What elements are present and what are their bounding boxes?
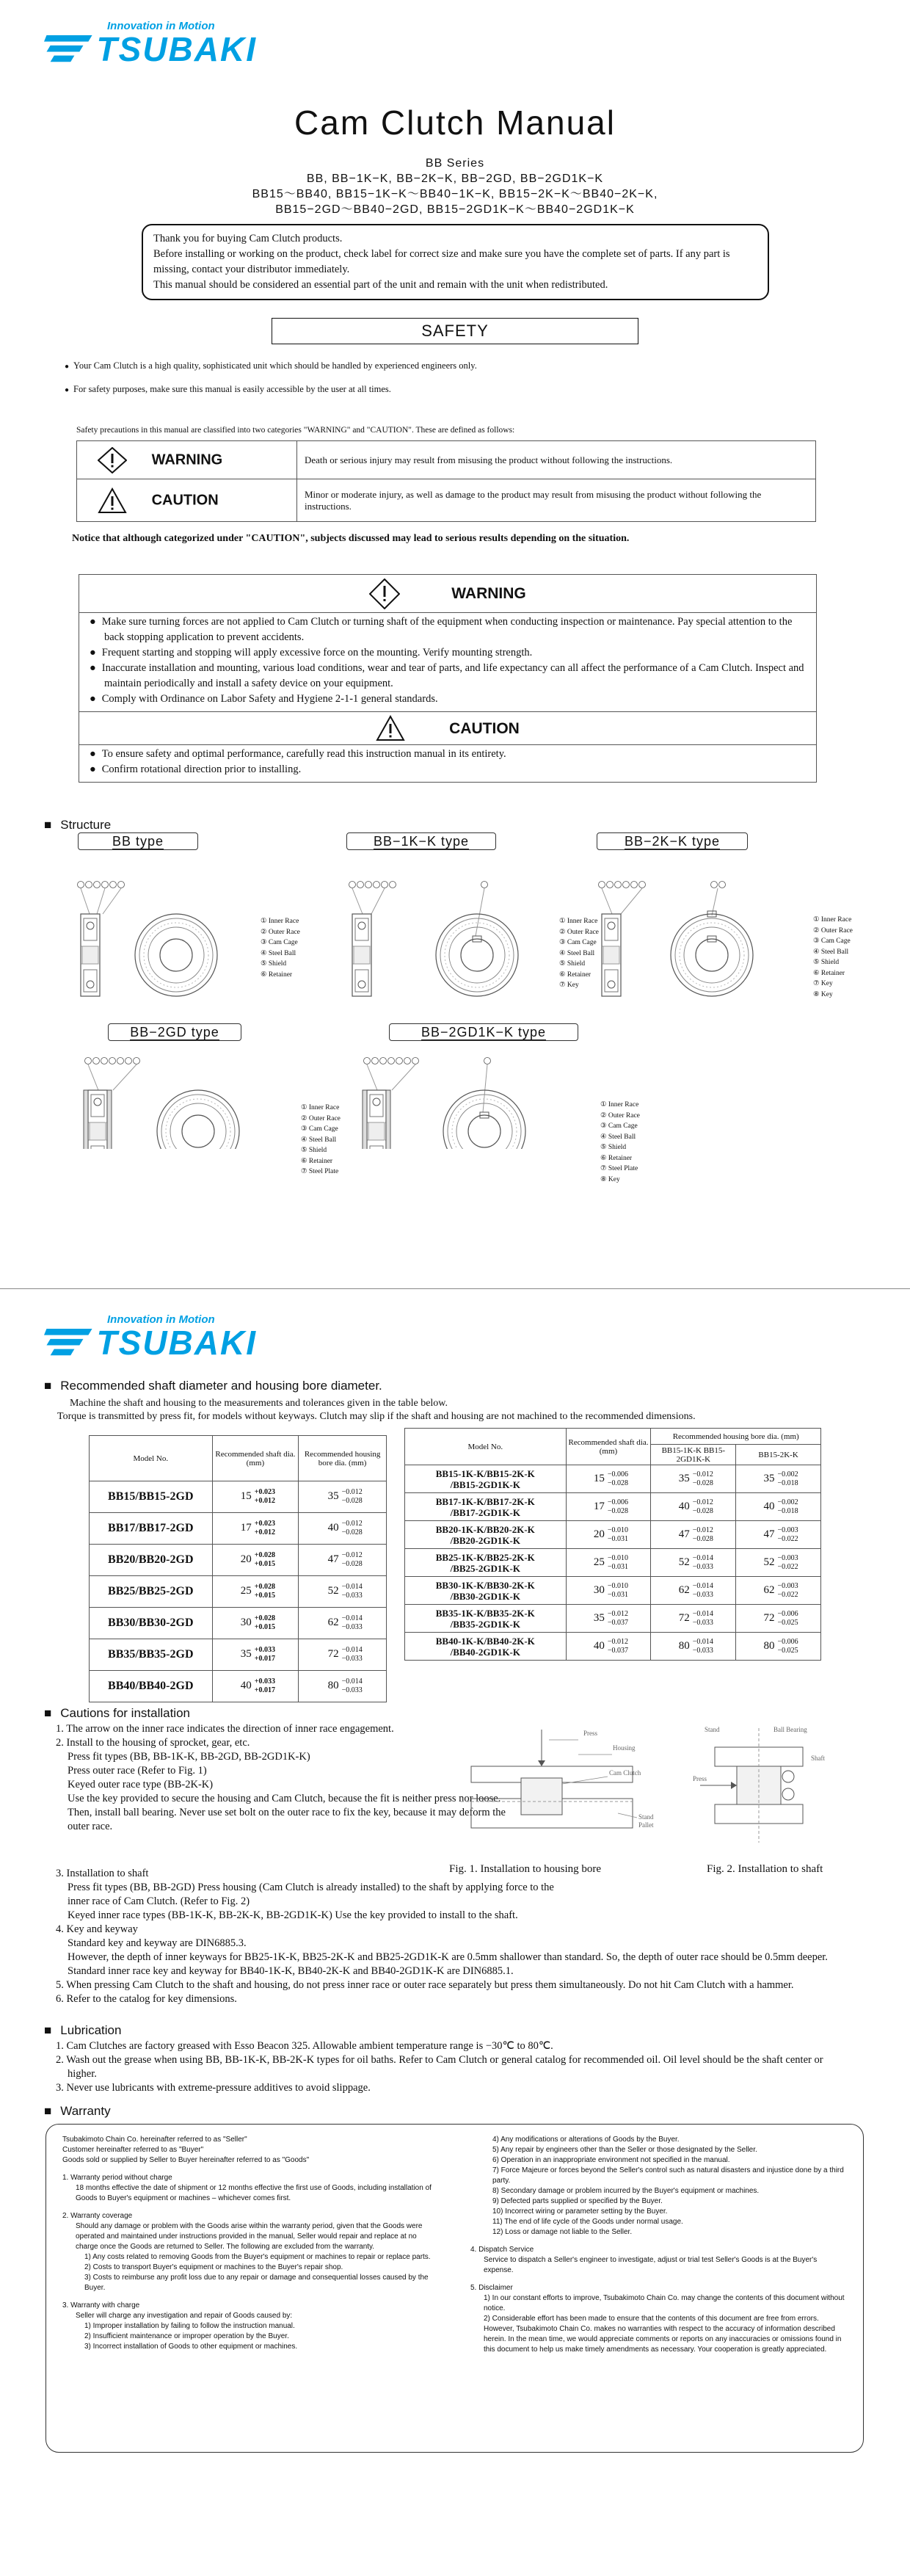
install-list: 1. The arrow on the inner race indicates the direction of inner race engagement. 2. Install to the housing of sprocket, gear, etc. Press fit types (BB, BB-1K-K, BB-2GD, BB-2GD1K-K) Press outer race (Refer to Fig. 1) Keyed outer race type (BB-2K-K) Use the key provided to secure the housing and Cam Clutch, because the fit is neither press nor loose. Then, install ball bearing. Never use set bolt on the outer race to fix the key, because it may deform the outer race.	[56, 1723, 506, 1832]
install-list: 3. Installation to shaft Press fit types (BB, BB-2GD) Press housing (Cam Clutch is already installed) to the shaft by applying force to the inner race of Cam Clutch. (Refer to Fig. 2) Keyed inner race types (BB-1K-K, BB-2K-K, BB-2GD1K-K) Use the key provided to install to the shaft. 4. Key and keyway Standard key and keyway are DIN6885.3. However, the depth of inner keyways for BB25-1K-K, BB25-2K-K and BB25-2GD1K-K are 0.5mm shallower than standard. So, the depth of outer race should be 0.5mm deeper. Standard inner race key and keyway for BB40-1K-K, BB40-2K-K and BB40-2GD1K-K are DIN6885.1. 5. When pressing Cam Clutch to the shaft and housing, do not press inner race or outer race separately but press them simultaneously. Do not hit Cam Clutch with a hammer. 6. Refer to the catalog for key dimensions.	[56, 1868, 828, 2005]
col-header: Recommended housing bore dia. (mm)	[299, 1436, 387, 1481]
lube-list: 1. Cam Clutches are factory greased with Esso Beacon 325. Allowable ambient temperature range is −30℃ to 80℃. 2. Wash out the grease when using BB, BB-1K-K, BB-2K-K types for oil baths. Refer to Cam Clutch or general catalog for recommended oil. Oil level should be the shaft center or higher. 3. Never use lubricants with extreme-pressure additives to avoid slippage.	[56, 2040, 823, 2094]
fig1-label: Cam Clutch	[609, 1769, 641, 1777]
warranty-line: Should any damage or problem with the Goods arise within the warranty period, given that the Goods were operated and maintained under instructions provided in the manual, Seller would repair and replace at no charge once the Goods are returned to Seller. The following are excluded from the warranty.	[76, 2222, 423, 2251]
manual-title: Cam Clutch Manual	[294, 104, 616, 142]
fits-intro: Torque is transmitted by press fit, for models without keyways. Clutch may slip if the shaft and housing are not machined to the recommended dimensions.	[57, 1411, 696, 1422]
table-row	[90, 1671, 387, 1702]
bore-cell: 80 −0.014 −0.033	[651, 1633, 736, 1661]
bore-cell: 62 −0.014 −0.033	[299, 1608, 387, 1639]
tsubaki-logo	[44, 21, 257, 66]
table-row	[90, 1608, 387, 1639]
brand-name: TSUBAKI	[96, 1324, 257, 1362]
table-row	[405, 1549, 821, 1577]
col-header: Model No.	[405, 1429, 567, 1465]
caution-item: ● To ensure safety and optimal performance, carefully read this instruction manual in its entirety.	[90, 747, 806, 762]
warranty-line: 2) Costs to transport Buyer's equipment or machines to the Buyer's repair shop.	[84, 2263, 343, 2271]
table-row	[90, 1481, 387, 1513]
structure-type-title: BB−2GD type	[108, 1023, 241, 1041]
table-row	[90, 1545, 387, 1576]
col-header: Model No.	[90, 1436, 213, 1481]
bore-cell: 80 −0.006 −0.025	[736, 1633, 821, 1661]
table-row	[405, 1465, 821, 1493]
definition-caption: Safety precautions in this manual are classified into two categories "WARNING" and "CAUTION". These are defined as follows:	[76, 426, 515, 435]
fig1-label: Housing	[613, 1744, 636, 1752]
shaft-cell: 17 −0.006 −0.028	[566, 1493, 651, 1521]
table-row	[405, 1633, 821, 1661]
tsubaki-mark-icon	[44, 1327, 92, 1359]
bore-cell: 40 −0.002 −0.018	[736, 1493, 821, 1521]
brand-tagline: Innovation in Motion	[107, 20, 215, 32]
warranty-line: 1) In our constant efforts to improve, Tsubakimoto Chain Co. may change the contents of this document without notice.	[484, 2294, 845, 2312]
series-line: BB15−2GD～BB40−2GD, BB15−2GD1K−K～BB40−2GD1K−K	[275, 203, 635, 216]
bore-cell: 52 −0.014 −0.033	[651, 1549, 736, 1577]
install-heading: ■ Cautions for installation	[44, 1706, 190, 1721]
col-header: BB15-1K-K BB15-2GD1K-K	[651, 1445, 736, 1465]
fig2-drawing	[693, 1725, 840, 1854]
series-list	[0, 156, 910, 217]
bore-cell: 72 −0.014 −0.033	[299, 1639, 387, 1671]
warranty-line: 3) Incorrect installation of Goods to other equipment or machines.	[84, 2343, 298, 2351]
definition-table	[76, 440, 816, 522]
warning-item: ● Frequent starting and stopping will apply excessive force on the mounting. Verify mounting strength.	[90, 645, 806, 661]
warranty-line: 4. Dispatch Service	[470, 2246, 534, 2254]
table-row	[90, 1513, 387, 1545]
bore-cell: 52 −0.003 −0.022	[736, 1549, 821, 1577]
fig1-caption: Fig. 1. Installation to housing bore	[449, 1863, 602, 1875]
warranty-line: 11) The end of life cycle of the Goods under normal usage.	[492, 2218, 683, 2226]
table-row	[405, 1605, 821, 1633]
fig1-label: Press	[583, 1730, 598, 1737]
model-cell: BB15-1K-K/BB15-2K-K /BB15-2GD1K-K	[405, 1465, 567, 1493]
warranty-line: Customer hereinafter referred to as "Buyer"	[62, 2146, 204, 2154]
warranty-line: 5. Disclaimer	[470, 2284, 513, 2292]
intro-line: This manual should be considered an essential part of the unit and remain with the unit when redistributed.	[153, 279, 608, 291]
shaft-cell: 20 −0.010 −0.031	[566, 1521, 651, 1549]
table-row	[405, 1493, 821, 1521]
series-line: BB, BB−1K−K, BB−2K−K, BB−2GD, BB−2GD1K−K	[306, 173, 604, 185]
bore-cell: 47 −0.012 −0.028	[651, 1521, 736, 1549]
warranty-line: 3. Warranty with charge	[62, 2301, 140, 2310]
warranty-line: 7) Force Majeure or forces beyond the Seller's control such as natural disasters and injustice done by a third party.	[492, 2166, 844, 2185]
warranty-line: 10) Incorrect wiring or parameter setting by the Buyer.	[492, 2207, 668, 2216]
shaft-cell: 30 +0.028 +0.015	[212, 1608, 299, 1639]
intro-line: Thank you for buying Cam Clutch products.	[153, 233, 343, 244]
caution-list	[79, 745, 816, 782]
safety-heading: SAFETY	[272, 318, 638, 344]
warranty-line: 4) Any modifications or alterations of Goods by the Buyer.	[492, 2136, 680, 2144]
warning-item: ● Make sure turning forces are not applied to Cam Clutch or turning shaft of the equipment when conducting inspection or maintenance. Pay special attention to the back stopping application to prevent accidents.	[90, 614, 806, 645]
warranty-line: 8) Secondary damage or problem incurred by the Buyer's equipment or machines.	[492, 2187, 760, 2195]
shaft-cell: 15 +0.023 +0.012	[212, 1481, 299, 1513]
table-row	[405, 1521, 821, 1549]
notice-text: Notice that although categorized under "CAUTION", subjects discussed may lead to serious results depending on the situation.	[72, 533, 630, 544]
shaft-cell: 40 +0.033 +0.017	[212, 1671, 299, 1702]
model-cell: BB30-1K-K/BB30-2K-K /BB30-2GD1K-K	[405, 1577, 567, 1605]
bore-cell: 40 −0.012 −0.028	[299, 1513, 387, 1545]
warning-diamond-icon	[98, 447, 127, 474]
brand-tagline: Innovation in Motion	[107, 1313, 215, 1326]
fig1-label: Stand Pallet	[638, 1813, 654, 1829]
model-cell: BB17/BB17-2GD	[90, 1513, 213, 1545]
model-cell: BB25/BB25-2GD	[90, 1576, 213, 1608]
parts-list: ① Inner Race ② Outer Race ③ Cam Cage ④ Steel Ball ⑤ Shield ⑥ Retainer ⑦ Steel Plate ⑧ Key	[600, 1101, 640, 1183]
model-cell: BB15/BB15-2GD	[90, 1481, 213, 1513]
caution-label: CAUTION	[151, 491, 219, 508]
caution-box-header	[79, 711, 816, 745]
tsubaki-mark-icon	[44, 33, 92, 65]
structure-type-title: BB−2K−K type	[597, 832, 748, 850]
brand-name: TSUBAKI	[96, 30, 257, 68]
warranty-line: 12) Loss or damage not liable to the Seller.	[492, 2228, 633, 2236]
shaft-cell: 25 −0.010 −0.031	[566, 1549, 651, 1577]
shaft-cell: 30 −0.010 −0.031	[566, 1577, 651, 1605]
col-header: Recommended housing bore dia. (mm)	[651, 1429, 821, 1445]
bore-cell: 62 −0.003 −0.022	[736, 1577, 821, 1605]
fig2-label: Press	[693, 1775, 707, 1782]
bore-cell: 62 −0.014 −0.033	[651, 1577, 736, 1605]
lube-heading: ■ Lubrication	[44, 2023, 121, 2038]
warning-label: WARNING	[151, 451, 223, 468]
warranty-line: 3) Costs to reimburse any profit loss due to any repair or damage and consequential losses caused by the Buyer.	[84, 2274, 429, 2292]
bore-cell: 40 −0.012 −0.028	[651, 1493, 736, 1521]
warning-box-header	[79, 575, 816, 613]
caution-triangle-icon	[98, 487, 127, 514]
shaft-cell: 25 +0.028 +0.015	[212, 1576, 299, 1608]
fit-table-press	[89, 1435, 387, 1702]
fig2-label: Ball Bearing	[774, 1726, 807, 1733]
safety-bullet: ● Your Cam Clutch is a high quality, sophisticated unit which should be handled by experienced engineers only.	[65, 360, 477, 371]
col-header: Recommended shaft dia. (mm)	[212, 1436, 299, 1481]
bore-cell: 35 −0.012 −0.028	[651, 1465, 736, 1493]
intro-box	[142, 224, 769, 300]
model-cell: BB20-1K-K/BB20-2K-K /BB20-2GD1K-K	[405, 1521, 567, 1549]
warranty-line: 1) Any costs related to removing Goods from the Buyer's equipment or machines to repair or replace parts.	[84, 2253, 431, 2261]
fit-table-keyed	[404, 1428, 821, 1661]
warranty-col-left	[62, 2135, 440, 2352]
page-divider	[0, 1288, 910, 1289]
fig2-label: Stand	[705, 1726, 720, 1733]
structure-heading: ■ Structure	[44, 818, 111, 832]
caution-item: ● Confirm rotational direction prior to installing.	[90, 762, 806, 777]
shaft-cell: 15 −0.006 −0.028	[566, 1465, 651, 1493]
bore-cell: 47 −0.003 −0.022	[736, 1521, 821, 1549]
series-line: BB15～BB40, BB15−1K−K～BB40−1K−K, BB15−2K−K～BB40−2K−K,	[252, 188, 658, 200]
warning-box-title: WARNING	[451, 585, 526, 602]
table-row	[90, 1576, 387, 1608]
warranty-col-right	[470, 2135, 848, 2355]
shaft-cell: 40 −0.012 −0.037	[566, 1633, 651, 1661]
safety-bullet: ● For safety purposes, make sure this manual is easily accessible by the user at all times.	[65, 384, 391, 395]
warning-label-cell	[77, 441, 297, 479]
caution-box-title: CAUTION	[449, 719, 520, 737]
table-row	[90, 1639, 387, 1671]
warranty-line: 5) Any repair by engineers other than the Seller or those designated by the Seller.	[492, 2146, 757, 2154]
model-cell: BB40/BB40-2GD	[90, 1671, 213, 1702]
structure-type-title: BB type	[78, 832, 198, 850]
warranty-line: Seller will charge any investigation and repair of Goods caused by:	[76, 2312, 293, 2320]
caution-label-cell	[77, 479, 297, 522]
caution-triangle-icon	[376, 715, 405, 741]
warranty-line: 18 months effective the date of shipment or 12 months effective the first use of Goods, including installation of Goods to Buyer's equipment or machines – whichever comes first.	[76, 2184, 432, 2202]
bore-cell: 47 −0.012 −0.028	[299, 1545, 387, 1576]
shaft-cell: 17 +0.023 +0.012	[212, 1513, 299, 1545]
warranty-line: 2) Considerable effort has been made to ensure that the contents of this document are free from errors. However, Tsubakimoto Chain Co. makes no warranties with respect to the accuracy of information described herein. In the mean time, we would appreciate comments or reports on any inaccuracies or omissions found in this document to help us make timely amendments as necessary. Your cooperation is greatly appreciated.	[484, 2315, 842, 2354]
fig2-caption: Fig. 2. Installation to shaft	[707, 1863, 823, 1875]
warning-list	[79, 613, 816, 711]
shaft-cell: 35 −0.012 −0.037	[566, 1605, 651, 1633]
caution-definition: Minor or moderate injury, as well as damage to the product may result from misusing the product without following the instructions.	[297, 479, 816, 522]
warning-item: ● Inaccurate installation and mounting, various load conditions, wear and tear of parts, and life expectancy can all affect the performance of a Cam Clutch. Inspect and maintain periodically and install a safety device on your equipment.	[90, 661, 806, 692]
parts-list: ① Inner Race ② Outer Race ③ Cam Cage ④ Steel Ball ⑤ Shield ⑥ Retainer ⑦ Key ⑧ Key	[813, 916, 853, 998]
bore-cell: 80 −0.014 −0.033	[299, 1671, 387, 1702]
model-cell: BB30/BB30-2GD	[90, 1608, 213, 1639]
model-cell: BB17-1K-K/BB17-2K-K /BB17-2GD1K-K	[405, 1493, 567, 1521]
parts-list: ① Inner Race ② Outer Race ③ Cam Cage ④ Steel Ball ⑤ Shield ⑥ Retainer ⑦ Key	[559, 918, 599, 989]
warning-diamond-icon	[369, 578, 400, 609]
warranty-line: 1. Warranty period without charge	[62, 2174, 172, 2182]
fig2-label: Shaft	[811, 1755, 825, 1762]
bore-cell: 35 −0.012 −0.028	[299, 1481, 387, 1513]
warning-box	[79, 574, 817, 783]
structure-type-title: BB−2GD1K−K type	[389, 1023, 578, 1041]
warranty-line: Tsubakimoto Chain Co. hereinafter referred to as "Seller"	[62, 2136, 247, 2144]
warranty-line: 1) Improper installation by failing to follow the instruction manual.	[84, 2322, 295, 2330]
model-cell: BB35/BB35-2GD	[90, 1639, 213, 1671]
intro-line: Before installing or working on the product, check label for correct size and make sure you have the complete set of parts. If any part is missing, contact your distributor immediately.	[153, 248, 730, 275]
structure-drawings	[59, 855, 851, 1149]
structure-type-title: BB−1K−K type	[346, 832, 496, 850]
warning-item: ● Comply with Ordinance on Labor Safety and Hygiene 2-1-1 general standards.	[90, 692, 806, 707]
warranty-line: Service to dispatch a Seller's engineer to investigate, adjust or trial test Seller's Goods is at the Buyer's expense.	[484, 2256, 818, 2274]
series-line: BB Series	[425, 157, 485, 170]
shaft-cell: 20 +0.028 +0.015	[212, 1545, 299, 1576]
shaft-cell: 35 +0.033 +0.017	[212, 1639, 299, 1671]
warranty-line: Goods sold or supplied by Seller to Buyer hereinafter referred to as "Goods"	[62, 2156, 310, 2164]
fits-heading: ■ Recommended shaft diameter and housing bore diameter.	[44, 1379, 382, 1393]
warranty-box	[46, 2124, 864, 2453]
warranty-line: 6) Operation in an inappropriate environment not specified in the manual.	[492, 2156, 730, 2164]
table-row	[405, 1577, 821, 1605]
bore-cell: 72 −0.014 −0.033	[651, 1605, 736, 1633]
col-header: Recommended shaft dia. (mm)	[566, 1429, 651, 1465]
model-cell: BB35-1K-K/BB35-2K-K /BB35-2GD1K-K	[405, 1605, 567, 1633]
parts-list: ① Inner Race ② Outer Race ③ Cam Cage ④ Steel Ball ⑤ Shield ⑥ Retainer ⑦ Steel Plate	[301, 1104, 341, 1175]
warranty-line: 9) Defected parts supplied or specified by the Buyer.	[492, 2197, 663, 2205]
bore-cell: 35 −0.002 −0.018	[736, 1465, 821, 1493]
model-cell: BB25-1K-K/BB25-2K-K /BB25-2GD1K-K	[405, 1549, 567, 1577]
bore-cell: 72 −0.006 −0.025	[736, 1605, 821, 1633]
warranty-heading: ■ Warranty	[44, 2104, 111, 2119]
bore-cell: 52 −0.014 −0.033	[299, 1576, 387, 1608]
model-cell: BB20/BB20-2GD	[90, 1545, 213, 1576]
warranty-line: 2. Warranty coverage	[62, 2212, 133, 2220]
tsubaki-logo	[44, 1314, 257, 1360]
warranty-line: 2) Insufficient maintenance or improper operation by the Buyer.	[84, 2332, 289, 2340]
model-cell: BB40-1K-K/BB40-2K-K /BB40-2GD1K-K	[405, 1633, 567, 1661]
parts-list: ① Inner Race ② Outer Race ③ Cam Cage ④ Steel Ball ⑤ Shield ⑥ Retainer	[261, 918, 300, 979]
fits-intro: Machine the shaft and housing to the measurements and tolerances given in the table below.	[70, 1398, 448, 1409]
col-header: BB15-2K-K	[736, 1445, 821, 1465]
warning-definition: Death or serious injury may result from misusing the product without following the instructions.	[297, 441, 816, 479]
